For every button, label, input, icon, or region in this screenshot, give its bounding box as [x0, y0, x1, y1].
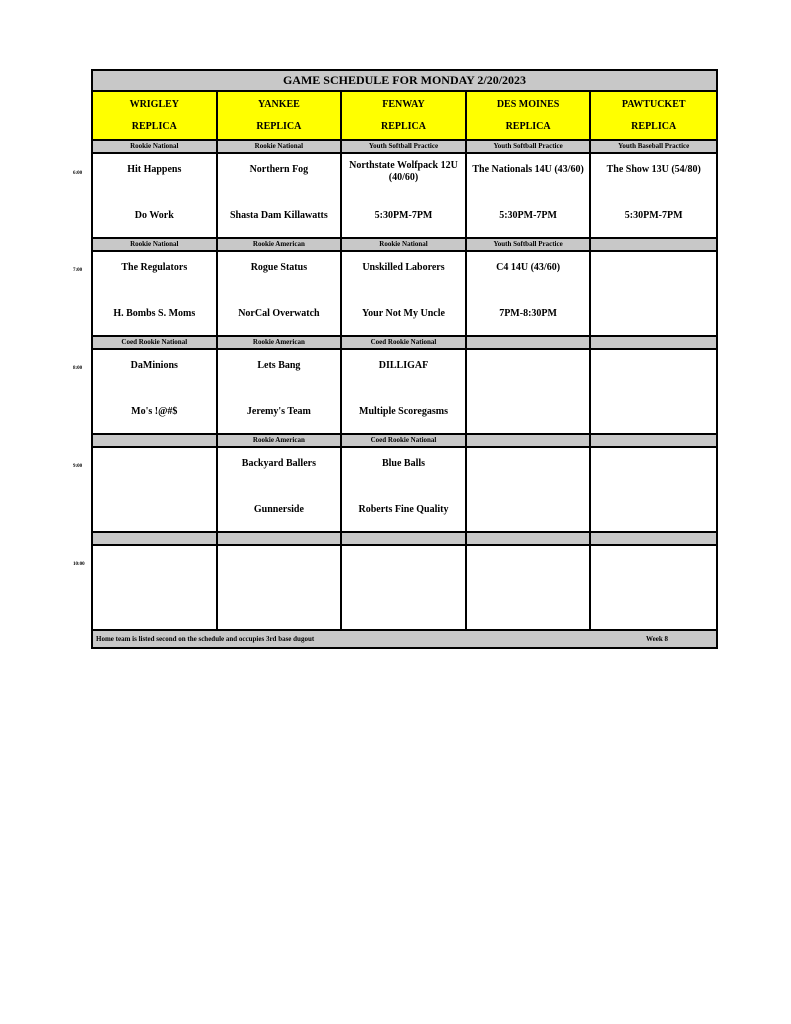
division-label: Rookie National [342, 239, 467, 250]
away-team: Hit Happens [127, 164, 182, 175]
field-header [93, 92, 218, 139]
game-cell [591, 546, 716, 629]
game-cell [218, 350, 343, 433]
game-cell [591, 350, 716, 433]
home-team: Roberts Fine Quality [358, 504, 449, 515]
game-cell [467, 252, 592, 335]
field-header [218, 92, 343, 139]
field-header [591, 92, 716, 139]
field-name: FENWAY [382, 99, 425, 111]
home-team: Shasta Dam Killawatts [229, 210, 328, 221]
field-header [467, 92, 592, 139]
division-label [591, 239, 716, 250]
away-team: DaMinions [130, 360, 178, 371]
away-team: The Show 13U (54/80) [606, 164, 701, 175]
week-label: Week 8 [646, 635, 668, 643]
game-cell [467, 448, 592, 531]
division-label [591, 533, 716, 544]
division-label: Rookie American [218, 239, 343, 250]
field-sub: REPLICA [380, 120, 426, 132]
game-cell [218, 546, 343, 629]
home-team: 5:30PM-7PM [374, 210, 433, 221]
field-sub: REPLICA [505, 120, 551, 132]
away-team: The Nationals 14U (43/60) [472, 164, 584, 175]
division-label: Coed Rookie National [342, 435, 467, 446]
game-cell [93, 252, 218, 335]
schedule-footer [93, 631, 716, 647]
time-label: 7:00 [73, 268, 83, 273]
away-team: C4 14U (43/60) [496, 262, 561, 273]
game-slot-row [93, 154, 716, 239]
home-team: Gunnerside [253, 504, 304, 515]
division-label: Youth Softball Practice [467, 239, 592, 250]
home-team: Mo's !@#$ [131, 406, 178, 417]
game-cell [218, 448, 343, 531]
division-label [467, 337, 592, 348]
division-label: Rookie National [93, 141, 218, 152]
field-sub: REPLICA [256, 120, 302, 132]
division-label [591, 435, 716, 446]
away-team: Lets Bang [257, 360, 301, 371]
division-label: Rookie American [218, 435, 343, 446]
game-cell [342, 448, 467, 531]
division-label [93, 533, 218, 544]
field-sub: REPLICA [131, 120, 177, 132]
division-label [218, 533, 343, 544]
home-team: NorCal Overwatch [238, 308, 320, 319]
away-team: Northern Fog [249, 164, 309, 175]
division-label: Youth Softball Practice [342, 141, 467, 152]
game-cell [591, 448, 716, 531]
division-row [93, 141, 716, 154]
division-label [467, 435, 592, 446]
field-name: PAWTUCKET [621, 99, 686, 111]
game-slot-row [93, 350, 716, 435]
away-team: Rogue Status [250, 262, 308, 273]
game-cell [342, 350, 467, 433]
away-team: Blue Balls [381, 458, 426, 469]
game-cell [591, 154, 716, 237]
time-label: 9:00 [73, 464, 83, 469]
game-cell [467, 154, 592, 237]
division-label: Coed Rookie National [93, 337, 218, 348]
division-label: Rookie National [93, 239, 218, 250]
game-cell [218, 154, 343, 237]
home-team: Do Work [134, 210, 174, 221]
home-team: 7PM-8:30PM [499, 308, 557, 319]
game-cell [342, 546, 467, 629]
home-team: Your Not My Uncle [362, 308, 445, 319]
away-team: Northstate Wolfpack 12U (40/60) [349, 160, 458, 183]
time-label: 10:00 [73, 562, 85, 567]
away-team: Backyard Ballers [241, 458, 316, 469]
game-cell [467, 546, 592, 629]
division-row [93, 533, 716, 546]
time-label: 6:00 [73, 171, 83, 176]
game-cell [93, 546, 218, 629]
away-team: DILLIGAF [378, 360, 429, 371]
division-label [591, 337, 716, 348]
time-label: 8:00 [73, 366, 83, 371]
home-team: H. Bombs S. Moms [113, 308, 196, 319]
game-cell [218, 252, 343, 335]
field-sub: REPLICA [631, 120, 677, 132]
home-team: 5:30PM-7PM [499, 210, 557, 221]
game-slot-row [93, 546, 716, 631]
field-header [342, 92, 467, 139]
away-team: The Regulators [121, 262, 188, 273]
game-slot-row [93, 252, 716, 337]
away-team: Unskilled Laborers [362, 262, 445, 273]
game-cell [93, 448, 218, 531]
game-cell [93, 154, 218, 237]
home-team-note: Home team is listed second on the schedule and occupies 3rd base dugout [96, 635, 315, 643]
game-cell [342, 252, 467, 335]
home-team: 5:30PM-7PM [624, 210, 683, 221]
division-label: Coed Rookie National [342, 337, 467, 348]
schedule-title: GAME SCHEDULE FOR MONDAY 2/20/2023 [93, 71, 716, 92]
home-team: Jeremy's Team [246, 406, 311, 417]
field-name: YANKEE [257, 99, 300, 111]
division-label: Youth Baseball Practice [618, 142, 690, 150]
field-header-row [93, 92, 716, 141]
division-label: Rookie American [218, 337, 343, 348]
division-label [93, 435, 218, 446]
game-cell [342, 154, 467, 237]
field-name: WRIGLEY [129, 99, 180, 111]
division-row [93, 435, 716, 448]
division-label: Rookie National [218, 141, 343, 152]
division-row [93, 337, 716, 350]
game-cell [467, 350, 592, 433]
division-label [342, 533, 467, 544]
home-team: Multiple Scoregasms [359, 406, 448, 417]
schedule-sheet [91, 69, 718, 649]
game-slot-row [93, 448, 716, 533]
division-label [467, 533, 592, 544]
division-row [93, 239, 716, 252]
game-cell [591, 252, 716, 335]
division-label: Youth Softball Practice [467, 141, 592, 152]
field-name: DES MOINES [496, 99, 560, 111]
game-cell [93, 350, 218, 433]
